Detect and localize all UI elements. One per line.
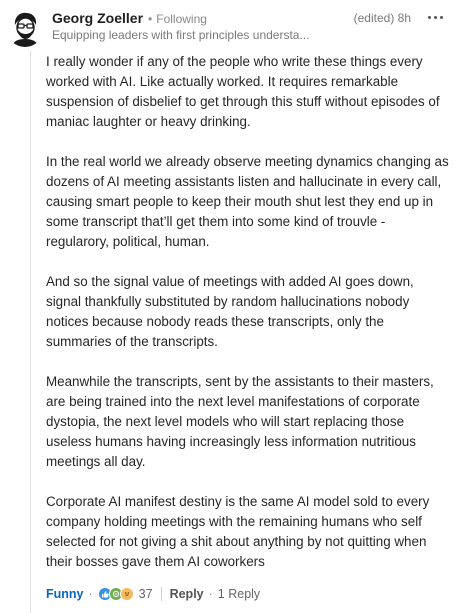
reaction-count[interactable]: 37 bbox=[138, 587, 153, 601]
comment-paragraph: Meanwhile the transcripts, sent by the assistants to their masters, are being trained into the next level manifestations of corporate dystopia, the next level models who will start replacing those useless humans having increasingly less information nutritious meetings all day. bbox=[46, 374, 434, 469]
comment-body bbox=[46, 52, 450, 572]
comment-paragraph: In the real world we already observe meeting dynamics changing as dozens of AI meeting assistants listen and hallucinate in every call, causing smart people to keep their mouth shut lest they end up in some transcript that’ll get them into some kind of trouvle - regularory, political, human. bbox=[46, 154, 449, 249]
separator-dot: · bbox=[208, 587, 213, 601]
reply-button[interactable]: Reply bbox=[169, 587, 204, 601]
separator-dot: · bbox=[88, 587, 93, 601]
comment-paragraph: And so the signal value of meetings with added AI goes down, signal thankfully substituted by random hallucinations nobody notices because nobody reads these transcripts, only the summaries of the transcripts. bbox=[46, 274, 414, 349]
separator-dot: • bbox=[148, 12, 153, 26]
more-options-button[interactable] bbox=[421, 8, 449, 26]
avatar-illustration-icon bbox=[6, 9, 44, 47]
ellipsis-icon bbox=[428, 16, 431, 19]
divider bbox=[161, 587, 162, 601]
reactions-summary[interactable] bbox=[98, 587, 134, 601]
comment-paragraph: Corporate AI manifest destiny is the same AI model sold to every company holding meetings with the remaining humans who self selected for not giving a shit about anything by not quitting when their bosses gave them AI coworkers bbox=[46, 494, 430, 569]
avatar[interactable] bbox=[6, 9, 44, 47]
edited-timestamp: (edited) 8h bbox=[353, 11, 411, 25]
reaction-button[interactable]: Funny bbox=[46, 587, 84, 601]
follow-status: Following bbox=[156, 12, 207, 26]
author-name[interactable]: Georg Zoeller bbox=[52, 10, 144, 26]
comment-actions bbox=[46, 584, 260, 604]
reply-count-link[interactable]: 1 Reply bbox=[217, 587, 261, 601]
author-headline: Equipping leaders with first principles understa... bbox=[52, 28, 310, 42]
thread-line bbox=[30, 50, 31, 613]
comment-paragraph: I really wonder if any of the people who write these things every worked with AI. Like actually worked. It requires remarkable suspension of disbelief to get through this stuff without episodes of maniac laughter or heavy drinking. bbox=[46, 54, 440, 129]
funny-icon bbox=[120, 587, 134, 601]
